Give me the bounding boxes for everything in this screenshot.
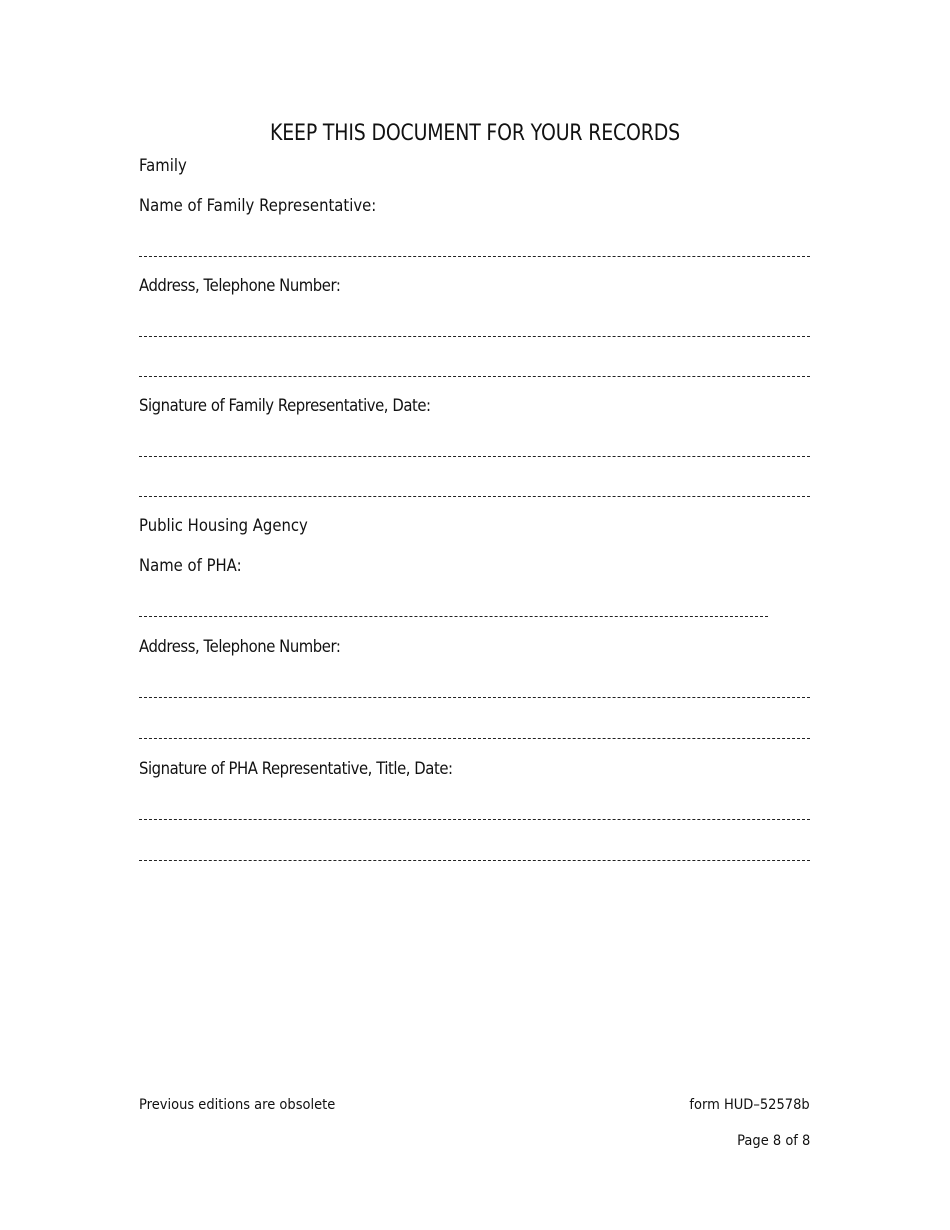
field-line-pha-name[interactable] [139, 616, 768, 617]
footer-note: Previous editions are obsolete [139, 1097, 336, 1113]
field-label-pha-name: Name of PHA: [139, 556, 242, 575]
field-line-family-rep-name[interactable] [139, 256, 810, 257]
section-heading-family: Family [139, 156, 187, 175]
field-line-pha-signature-2[interactable] [139, 860, 810, 861]
field-line-family-signature-2[interactable] [139, 496, 810, 497]
field-line-family-address-1[interactable] [139, 336, 810, 337]
field-line-pha-address-1[interactable] [139, 697, 810, 698]
field-label-family-rep-name: Name of Family Representative: [139, 196, 377, 215]
field-label-family-address: Address, Telephone Number: [139, 276, 341, 295]
field-label-pha-address: Address, Telephone Number: [139, 637, 341, 656]
field-line-family-address-2[interactable] [139, 376, 810, 377]
footer-form-id: form HUD–52578b [689, 1097, 810, 1113]
field-label-family-signature: Signature of Family Representative, Date: [139, 396, 431, 415]
footer-page-number: Page 8 of 8 [736, 1133, 810, 1149]
field-line-family-signature-1[interactable] [139, 456, 810, 457]
field-line-pha-address-2[interactable] [139, 738, 810, 739]
document-title: KEEP THIS DOCUMENT FOR YOUR RECORDS [270, 121, 680, 146]
section-heading-pha: Public Housing Agency [139, 516, 308, 535]
field-line-pha-signature-1[interactable] [139, 819, 810, 820]
field-label-pha-signature: Signature of PHA Representative, Title, Date: [139, 759, 453, 778]
